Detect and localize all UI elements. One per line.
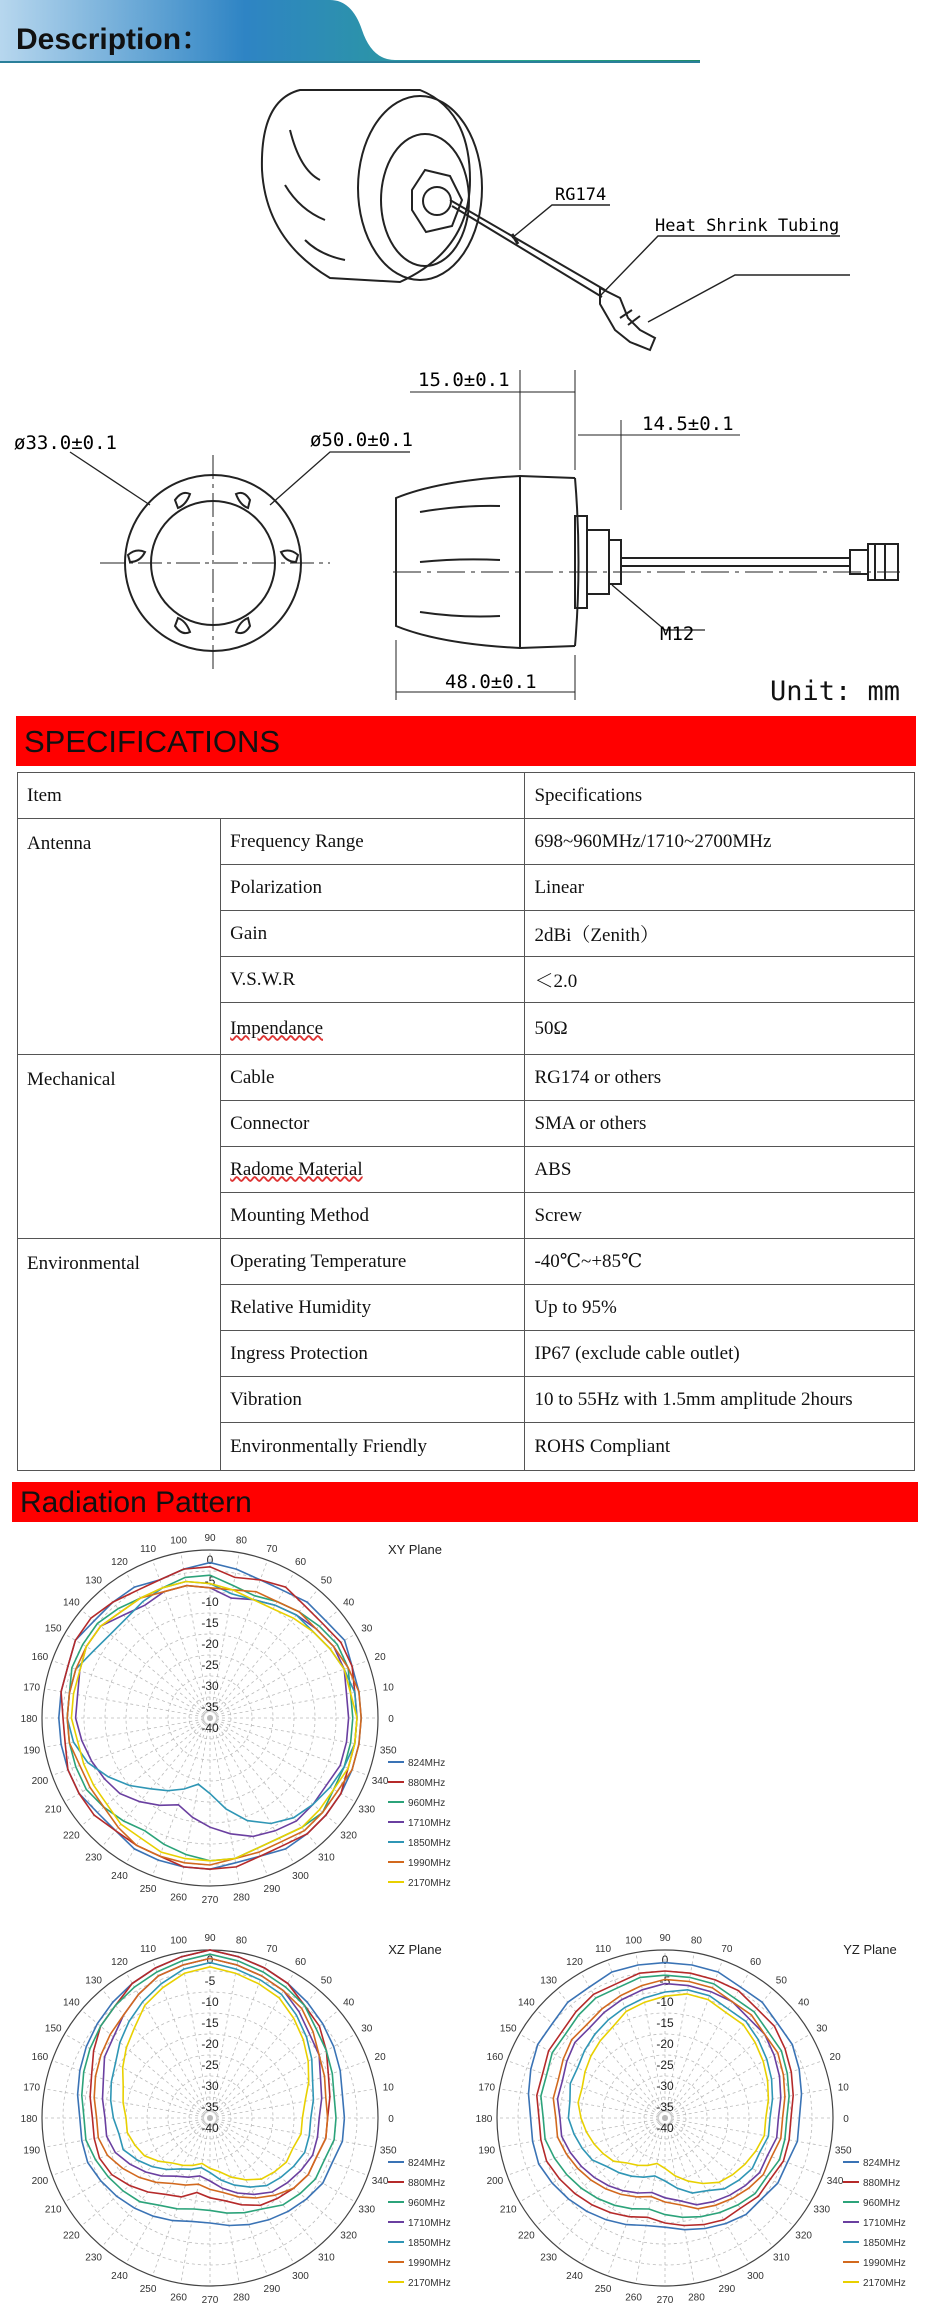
angle-tick-label: 80 [690, 1935, 702, 1947]
angle-tick-label: 230 [85, 1852, 102, 1864]
radial-tick-label: -40 [656, 2121, 674, 2135]
angle-tick-label: 70 [266, 1943, 278, 1955]
radial-tick-label: -30 [201, 2079, 219, 2093]
spec-name [221, 1003, 525, 1055]
angle-tick-label: 50 [320, 1975, 332, 1987]
angle-tick-label: 330 [813, 2204, 831, 2216]
spec-name: Ingress Protection [221, 1331, 525, 1377]
legend-label: 2170MHz [408, 2278, 451, 2289]
angle-tick-label: 110 [595, 1943, 612, 1955]
radial-tick-label: -20 [201, 2037, 219, 2051]
angle-tick-label: 290 [263, 2284, 281, 2296]
angle-tick-label: 250 [139, 1884, 157, 1896]
unit-label: Unit: mm [770, 676, 901, 707]
radial-tick-label: 0 [206, 1553, 214, 1567]
spec-name: Vibration [221, 1377, 525, 1423]
spec-name-text: Impendance [230, 1017, 324, 1039]
grid-spoke [665, 2118, 830, 2147]
antenna-technical-drawing [0, 66, 930, 716]
spec-name [221, 1147, 525, 1193]
angle-tick-label: 50 [320, 1575, 332, 1587]
angle-tick-label: 300 [747, 2270, 764, 2282]
angle-tick-label: 140 [63, 1597, 80, 1609]
dim-14-5: 14.5±0.1 [642, 413, 734, 435]
radial-tick-label: -25 [201, 2058, 219, 2072]
angle-tick-label: 260 [170, 2292, 187, 2304]
legend-label: 880MHz [408, 1778, 446, 1789]
spec-value: 2dBi（Zenith） [525, 911, 915, 957]
legend-label: 1850MHz [408, 1838, 451, 1849]
spec-name: Operating Temperature [221, 1239, 525, 1285]
specifications-bar: SPECIFICATIONS [16, 716, 916, 766]
angle-tick-label: 310 [318, 2252, 335, 2264]
angle-tick-label: 10 [382, 2082, 394, 2094]
angle-tick-label: 50 [775, 1975, 787, 1987]
angle-tick-label: 120 [111, 1957, 128, 1969]
spec-value: 10 to 55Hz with 1.5mm amplitude 2hours [525, 1377, 915, 1423]
legend-label: 880MHz [863, 2178, 901, 2189]
legend-label: 960MHz [408, 2198, 446, 2209]
table-header-row [18, 773, 915, 819]
spec-value: ＜2.0 [525, 957, 915, 1003]
legend-label: 1710MHz [863, 2218, 906, 2229]
radial-tick-label: -35 [201, 1700, 219, 1714]
angle-tick-label: 0 [843, 2114, 849, 2125]
angle-tick-label: 90 [204, 1933, 216, 1944]
angle-tick-label: 130 [540, 1975, 557, 1987]
spec-value: IP67 (exclude cable outlet) [525, 1331, 915, 1377]
chart-title: XY Plane [388, 1542, 442, 1557]
legend-label: 2170MHz [863, 2278, 906, 2289]
angle-tick-label: 320 [340, 1830, 357, 1842]
angle-tick-label: 220 [63, 2230, 80, 2242]
angle-tick-label: 210 [44, 2204, 62, 2216]
angle-tick-label: 210 [44, 1804, 62, 1816]
chart-title: YZ Plane [843, 1942, 897, 1957]
angle-tick-label: 110 [140, 1943, 157, 1955]
radial-tick-label: -5 [204, 1974, 216, 1988]
radial-tick-label: -15 [201, 1616, 219, 1630]
angle-tick-label: 220 [63, 1830, 80, 1842]
specifications-table [17, 772, 915, 1471]
angle-tick-label: 200 [486, 2175, 504, 2187]
dim-15: 15.0±0.1 [418, 369, 510, 391]
radial-tick-label: 0 [661, 1953, 669, 1967]
angle-tick-label: 150 [499, 2023, 517, 2035]
angle-tick-label: 190 [23, 1745, 41, 1757]
chart-title: XZ Plane [388, 1942, 442, 1957]
angle-tick-label: 60 [294, 1957, 307, 1969]
legend-label: 1990MHz [863, 2258, 906, 2269]
angle-tick-label: 230 [85, 2252, 102, 2264]
radial-tick-label: -30 [656, 2079, 674, 2093]
spec-value: Linear [525, 865, 915, 911]
angle-tick-label: 60 [294, 1557, 307, 1569]
angle-tick-label: 110 [140, 1543, 157, 1555]
radial-tick-label: -20 [201, 1637, 219, 1651]
spec-value: Up to 95% [525, 1285, 915, 1331]
angle-tick-label: 350 [379, 2145, 397, 2157]
grid-spoke [210, 1589, 318, 1718]
table-row [18, 1055, 915, 1101]
angle-tick-label: 20 [374, 2052, 386, 2064]
grid-spoke [536, 2010, 665, 2118]
angle-tick-label: 90 [659, 1933, 671, 1944]
legend-label: 824MHz [408, 2158, 446, 2169]
label-rg174: RG174 [555, 185, 607, 205]
radial-tick-label: 0 [206, 1953, 214, 1967]
angle-tick-label: 210 [499, 2204, 517, 2216]
angle-tick-label: 0 [388, 2114, 394, 2125]
grid-spoke [665, 2089, 830, 2118]
radial-tick-label: -40 [201, 2121, 219, 2135]
angle-tick-label: 130 [85, 1975, 102, 1987]
radial-tick-label: -25 [656, 2058, 674, 2072]
radial-tick-label: -40 [201, 1721, 219, 1735]
legend-label: 824MHz [408, 1758, 446, 1769]
spec-name: Environmentally Friendly [221, 1423, 525, 1471]
table-row [18, 1239, 915, 1285]
radial-tick-label: -10 [201, 1995, 219, 2009]
radial-tick-label: -35 [656, 2100, 674, 2114]
angle-tick-label: 250 [139, 2284, 157, 2296]
angle-tick-label: 150 [44, 1623, 62, 1635]
angle-tick-label: 170 [23, 2082, 41, 2094]
spec-name: Frequency Range [221, 819, 525, 865]
radial-tick-label: -5 [204, 1574, 216, 1588]
angle-tick-label: 180 [20, 1714, 38, 1725]
angle-tick-label: 20 [374, 1652, 386, 1664]
yz-plane-chart [465, 1930, 925, 2310]
angle-tick-label: 120 [111, 1557, 128, 1569]
angle-tick-label: 30 [816, 2023, 828, 2035]
dim-diameter-50: ø50.0±0.1 [310, 429, 413, 451]
angle-tick-label: 20 [829, 2052, 841, 2064]
angle-tick-label: 150 [44, 2023, 62, 2035]
angle-tick-label: 280 [233, 1892, 250, 1904]
angle-tick-label: 100 [625, 1935, 642, 1947]
dim-diameter-33: ø33.0±0.1 [14, 432, 117, 454]
angle-tick-label: 280 [233, 2292, 250, 2304]
angle-tick-label: 230 [540, 2252, 557, 2264]
angle-tick-label: 250 [594, 2284, 612, 2296]
description-title: Description： [16, 23, 212, 56]
spec-name: V.S.W.R [221, 957, 525, 1003]
angle-tick-label: 310 [773, 2252, 790, 2264]
angle-tick-label: 350 [379, 1745, 397, 1757]
angle-tick-label: 240 [566, 2270, 583, 2282]
category-antenna: Antenna [18, 819, 221, 1055]
radial-tick-label: -25 [201, 1658, 219, 1672]
radiation-pattern-bar: Radiation Pattern [12, 1482, 918, 1522]
angle-tick-label: 40 [798, 1997, 810, 2009]
spec-name: Mounting Method [221, 1193, 525, 1239]
header-item: Item [18, 773, 525, 819]
xy-plane-chart [10, 1530, 470, 1910]
angle-tick-label: 260 [625, 2292, 642, 2304]
spec-name: Relative Humidity [221, 1285, 525, 1331]
angle-tick-label: 320 [340, 2230, 357, 2242]
angle-tick-label: 180 [20, 2114, 38, 2125]
angle-tick-label: 260 [170, 1892, 187, 1904]
angle-tick-label: 320 [795, 2230, 812, 2242]
category-mechanical: Mechanical [18, 1055, 221, 1239]
angle-tick-label: 350 [834, 2145, 852, 2157]
angle-tick-label: 340 [826, 2175, 844, 2187]
dim-48: 48.0±0.1 [445, 671, 537, 693]
angle-tick-label: 190 [478, 2145, 496, 2157]
header-spec: Specifications [525, 773, 915, 819]
angle-tick-label: 10 [382, 1682, 394, 1694]
spec-name: Cable [221, 1055, 525, 1101]
angle-tick-label: 160 [486, 2052, 504, 2064]
legend-label: 960MHz [863, 2198, 901, 2209]
spec-value: SMA or others [525, 1101, 915, 1147]
spec-name: Polarization [221, 865, 525, 911]
angle-tick-label: 200 [31, 2175, 49, 2187]
angle-tick-label: 170 [478, 2082, 496, 2094]
angle-tick-label: 30 [361, 1623, 373, 1635]
grid-spoke [665, 2118, 794, 2226]
angle-tick-label: 290 [263, 1884, 281, 1896]
radial-tick-label: -20 [656, 2037, 674, 2051]
angle-tick-label: 300 [292, 2270, 309, 2282]
angle-tick-label: 140 [63, 1997, 80, 2009]
spec-value: Screw [525, 1193, 915, 1239]
angle-tick-label: 140 [518, 1997, 535, 2009]
angle-tick-label: 220 [518, 2230, 535, 2242]
table-row [18, 819, 915, 865]
legend-label: 1990MHz [408, 1858, 451, 1869]
angle-tick-label: 330 [358, 1804, 376, 1816]
angle-tick-label: 40 [343, 1597, 355, 1609]
angle-tick-label: 240 [111, 1870, 128, 1882]
spec-value: RG174 or others [525, 1055, 915, 1101]
radial-tick-label: -10 [201, 1595, 219, 1609]
angle-tick-label: 90 [204, 1533, 216, 1544]
angle-tick-label: 70 [266, 1543, 278, 1555]
angle-tick-label: 120 [566, 1957, 583, 1969]
front-view [70, 452, 410, 670]
legend-label: 824MHz [863, 2158, 901, 2169]
angle-tick-label: 200 [31, 1775, 49, 1787]
angle-tick-label: 160 [31, 1652, 49, 1664]
angle-tick-label: 330 [358, 2204, 376, 2216]
spec-value: 50Ω [525, 1003, 915, 1055]
angle-tick-label: 40 [343, 1997, 355, 2009]
radial-tick-label: -35 [201, 2100, 219, 2114]
radial-tick-label: -5 [659, 1974, 671, 1988]
radial-tick-label: -30 [201, 1679, 219, 1693]
angle-tick-label: 160 [31, 2052, 49, 2064]
grid-spoke [557, 2118, 665, 2247]
angle-tick-label: 240 [111, 2270, 128, 2282]
angle-tick-label: 70 [721, 1943, 733, 1955]
angle-tick-label: 340 [371, 2175, 389, 2187]
angle-tick-label: 310 [318, 1852, 335, 1864]
grid-spoke [500, 2089, 665, 2118]
angle-tick-label: 60 [749, 1957, 762, 1969]
angle-tick-label: 100 [170, 1935, 187, 1947]
radial-tick-label: -15 [656, 2016, 674, 2030]
angle-tick-label: 290 [718, 2284, 736, 2296]
legend-label: 880MHz [408, 2178, 446, 2189]
angle-tick-label: 300 [292, 1870, 309, 1882]
grid-spoke [536, 2118, 665, 2226]
spec-name-text: Radome Material [230, 1158, 363, 1180]
angle-tick-label: 170 [23, 1682, 41, 1694]
legend-label: 1850MHz [408, 2238, 451, 2249]
category-environmental: Environmental [18, 1239, 221, 1471]
radial-tick-label: -10 [656, 1995, 674, 2009]
legend-label: 2170MHz [408, 1878, 451, 1889]
angle-tick-label: 270 [201, 2295, 219, 2306]
spec-name: Connector [221, 1101, 525, 1147]
angle-tick-label: 340 [371, 1775, 389, 1787]
spec-name: Gain [221, 911, 525, 957]
angle-tick-label: 270 [201, 1895, 219, 1906]
legend-label: 1710MHz [408, 2218, 451, 2229]
grid-spoke [181, 2118, 210, 2283]
angle-tick-label: 80 [235, 1535, 247, 1547]
legend-label: 960MHz [408, 1798, 446, 1809]
angle-tick-label: 80 [235, 1935, 247, 1947]
angle-tick-label: 190 [23, 2145, 41, 2157]
spec-value: ROHS Compliant [525, 1423, 915, 1471]
angle-tick-label: 10 [837, 2082, 849, 2094]
legend-label: 1990MHz [408, 2258, 451, 2269]
angle-tick-label: 270 [656, 2295, 674, 2306]
spec-value: 698~960MHz/1710~2700MHz [525, 819, 915, 865]
angle-tick-label: 280 [688, 2292, 705, 2304]
label-heat-shrink: Heat Shrink Tubing [655, 216, 840, 236]
legend-label: 1850MHz [863, 2238, 906, 2249]
label-m12: M12 [660, 623, 695, 645]
angle-tick-label: 30 [361, 2023, 373, 2035]
angle-tick-label: 180 [475, 2114, 493, 2125]
angle-tick-label: 130 [85, 1575, 102, 1587]
xz-plane-chart [10, 1930, 470, 2310]
spec-value: ABS [525, 1147, 915, 1193]
legend-label: 1710MHz [408, 1818, 451, 1829]
angle-tick-label: 100 [170, 1535, 187, 1547]
angle-tick-label: 0 [388, 1714, 394, 1725]
radial-tick-label: -15 [201, 2016, 219, 2030]
spec-value: -40℃~+85℃ [525, 1239, 915, 1285]
